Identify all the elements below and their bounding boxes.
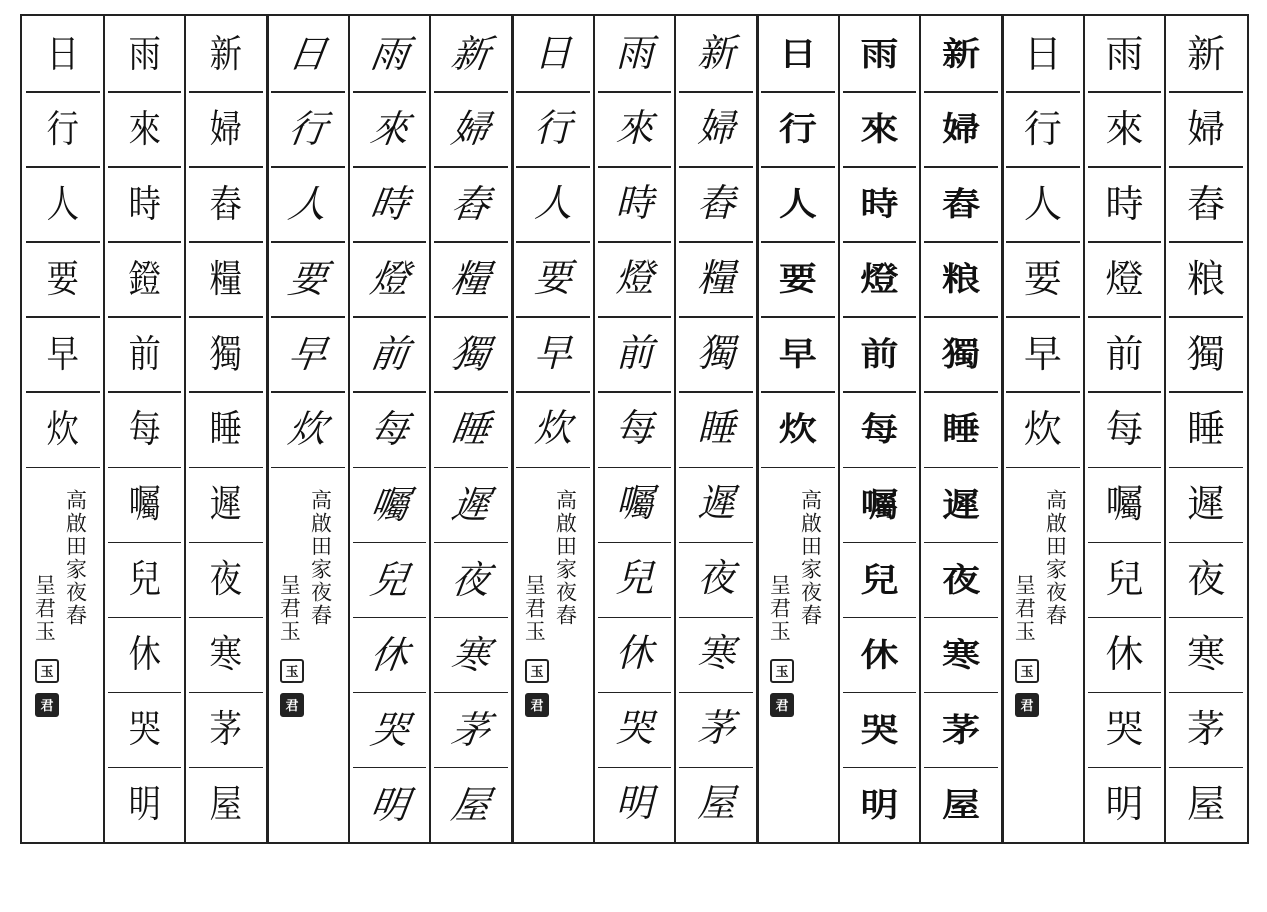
- row-rule: [924, 91, 998, 93]
- character-cell: 夜: [1187, 557, 1226, 602]
- character-cell: 明: [615, 783, 654, 826]
- character-cell: 囑: [128, 482, 161, 527]
- character-cell: 兒: [860, 560, 899, 598]
- row-rule: [761, 91, 835, 93]
- character-cell: 炊: [285, 406, 330, 451]
- character-cell: 寒: [1187, 632, 1226, 677]
- row-rule: [761, 391, 835, 393]
- inscription-text: 高啟田家夜舂: [1043, 488, 1068, 627]
- character-cell: 婦: [697, 107, 736, 150]
- character-cell: 早: [1023, 331, 1062, 376]
- character-cell: 哭: [860, 710, 899, 749]
- character-cell: 睡: [697, 407, 736, 450]
- character-cell: 來: [367, 106, 412, 151]
- character-cell: 明: [1105, 782, 1144, 827]
- character-cell: 早: [285, 331, 330, 376]
- character-cell: 睡: [209, 406, 243, 451]
- character-cell: 屋: [1187, 782, 1226, 827]
- character-cell: 人: [46, 181, 79, 226]
- character-cell: 日: [285, 31, 330, 76]
- character-cell: 獨: [942, 335, 981, 373]
- seal-stamp: 君: [770, 693, 794, 717]
- character-cell: 寒: [449, 632, 494, 677]
- row-rule: [924, 467, 998, 469]
- seal-stamp: 玉: [1015, 659, 1039, 683]
- character-cell: 早: [778, 335, 817, 373]
- character-cell: 遲: [1187, 482, 1226, 527]
- column-divider: [674, 16, 676, 842]
- calligraphy-sheet: [20, 14, 1249, 844]
- character-cell: 糧: [449, 256, 494, 301]
- character-cell: 遲: [449, 482, 494, 527]
- character-cell: 人: [1023, 181, 1062, 226]
- character-cell: 哭: [615, 708, 654, 751]
- column-divider: [184, 16, 186, 842]
- row-rule: [843, 91, 917, 93]
- row-rule: [1006, 467, 1080, 469]
- character-cell: 前: [367, 331, 412, 376]
- character-cell: 日: [533, 32, 572, 75]
- character-cell: 茅: [1187, 707, 1226, 752]
- seal-stamp: 君: [35, 693, 59, 717]
- character-cell: 人: [778, 185, 817, 223]
- row-rule: [26, 467, 100, 469]
- character-cell: 囑: [860, 485, 899, 523]
- character-cell: 哭: [128, 707, 161, 752]
- row-rule: [924, 391, 998, 393]
- character-cell: 行: [1023, 106, 1062, 151]
- character-cell: 婦: [942, 109, 981, 148]
- character-cell: 每: [860, 410, 899, 448]
- character-cell: 獨: [449, 331, 494, 376]
- character-cell: 休: [1105, 632, 1144, 677]
- character-cell: 新: [209, 31, 243, 76]
- character-cell: 明: [128, 782, 161, 827]
- row-rule: [843, 391, 917, 393]
- character-cell: 獨: [209, 331, 243, 376]
- character-cell: 要: [1023, 256, 1062, 301]
- character-cell: 舂: [209, 181, 243, 226]
- character-cell: 婦: [1187, 106, 1226, 151]
- row-rule: [516, 467, 590, 469]
- character-cell: 鐙: [128, 256, 161, 301]
- character-cell: 每: [128, 406, 161, 451]
- signature-text: 呈君玉: [1012, 573, 1037, 643]
- column-divider: [593, 16, 595, 842]
- character-cell: 茅: [209, 707, 243, 752]
- character-cell: 日: [46, 31, 79, 76]
- character-cell: 時: [1105, 181, 1144, 226]
- row-rule: [843, 166, 917, 168]
- character-cell: 遲: [697, 483, 736, 526]
- character-cell: 婦: [209, 106, 243, 151]
- character-cell: 兒: [367, 557, 412, 602]
- character-cell: 兒: [128, 557, 161, 602]
- character-cell: 寒: [209, 632, 243, 677]
- character-cell: 要: [46, 256, 79, 301]
- character-cell: 早: [533, 332, 572, 375]
- character-cell: 夜: [697, 558, 736, 601]
- character-cell: 炊: [533, 407, 572, 450]
- row-rule: [271, 467, 345, 469]
- seal-stamp: 君: [525, 693, 549, 717]
- character-cell: 時: [367, 181, 412, 226]
- signature-text: 呈君玉: [522, 573, 547, 643]
- row-rule: [843, 767, 917, 769]
- character-cell: 燈: [860, 260, 899, 298]
- character-cell: 雨: [1105, 31, 1144, 76]
- character-cell: 婦: [449, 106, 494, 151]
- character-cell: 炊: [778, 410, 817, 448]
- row-rule: [761, 316, 835, 318]
- character-cell: 明: [367, 782, 412, 827]
- character-cell: 茅: [942, 710, 981, 749]
- character-cell: 囑: [1105, 482, 1144, 527]
- character-cell: 雨: [615, 32, 654, 75]
- character-cell: 炊: [46, 406, 79, 451]
- character-cell: 茅: [697, 708, 736, 751]
- character-cell: 休: [128, 632, 161, 677]
- character-cell: 屋: [942, 785, 981, 824]
- character-cell: 時: [860, 185, 899, 223]
- seal-stamp: 玉: [525, 659, 549, 683]
- row-rule: [924, 166, 998, 168]
- character-cell: 遲: [209, 482, 243, 527]
- character-cell: 行: [778, 109, 817, 148]
- row-rule: [843, 467, 917, 469]
- calligraphy-panel: [267, 16, 512, 842]
- character-cell: 來: [128, 106, 161, 151]
- signature-text: 呈君玉: [767, 573, 792, 643]
- character-cell: 行: [46, 106, 79, 151]
- column-divider: [103, 16, 105, 842]
- character-cell: 夜: [449, 557, 494, 602]
- character-cell: 要: [778, 260, 817, 298]
- inscription-text: 高啟田家夜舂: [63, 488, 88, 627]
- character-cell: 燈: [615, 257, 654, 300]
- column-divider: [1083, 16, 1085, 842]
- character-cell: 遲: [942, 485, 981, 523]
- character-cell: 炊: [1023, 406, 1062, 451]
- seal-stamp: 玉: [280, 659, 304, 683]
- character-cell: 每: [1105, 406, 1144, 451]
- character-cell: 前: [615, 332, 654, 375]
- row-rule: [924, 692, 998, 694]
- character-cell: 休: [367, 632, 412, 677]
- signature-text: 呈君玉: [277, 573, 302, 643]
- panel-divider: [511, 16, 514, 842]
- character-cell: 屋: [209, 782, 243, 827]
- character-cell: 獨: [1187, 331, 1226, 376]
- row-rule: [924, 617, 998, 619]
- character-cell: 糧: [209, 256, 243, 301]
- character-cell: 前: [1105, 331, 1144, 376]
- character-cell: 睡: [1187, 406, 1226, 451]
- character-cell: 夜: [209, 557, 243, 602]
- character-cell: 粮: [942, 260, 981, 298]
- character-cell: 前: [860, 335, 899, 373]
- row-rule: [843, 692, 917, 694]
- character-cell: 人: [285, 181, 330, 226]
- panel-divider: [266, 16, 269, 842]
- character-cell: 每: [367, 406, 412, 451]
- character-cell: 前: [128, 331, 161, 376]
- character-cell: 雨: [128, 31, 161, 76]
- character-cell: 燈: [367, 256, 412, 301]
- character-cell: 獨: [697, 332, 736, 375]
- calligraphy-panel: [22, 16, 267, 842]
- character-cell: 新: [697, 32, 736, 75]
- signature-text: 呈君玉: [32, 573, 57, 643]
- row-rule: [843, 542, 917, 544]
- character-cell: 要: [285, 256, 330, 301]
- row-rule: [924, 316, 998, 318]
- character-cell: 新: [1187, 31, 1226, 76]
- seal-stamp: 玉: [770, 659, 794, 683]
- character-cell: 行: [285, 106, 330, 151]
- row-rule: [924, 767, 998, 769]
- character-cell: 行: [533, 107, 572, 150]
- character-cell: 時: [128, 181, 161, 226]
- seal-stamp: 君: [1015, 693, 1039, 717]
- character-cell: 舂: [449, 181, 494, 226]
- character-cell: 粮: [1187, 256, 1226, 301]
- inscription-text: 高啟田家夜舂: [798, 488, 823, 627]
- character-cell: 人: [533, 182, 572, 225]
- row-rule: [924, 542, 998, 544]
- character-cell: 燈: [1105, 256, 1144, 301]
- character-cell: 囑: [367, 482, 412, 527]
- character-cell: 來: [860, 109, 899, 148]
- column-divider: [838, 16, 840, 842]
- character-cell: 舂: [1187, 181, 1226, 226]
- character-cell: 雨: [860, 34, 899, 73]
- character-cell: 夜: [942, 560, 981, 598]
- column-divider: [1164, 16, 1166, 842]
- character-cell: 兒: [615, 558, 654, 601]
- seal-stamp: 玉: [35, 659, 59, 683]
- calligraphy-panel: [512, 16, 757, 842]
- panel-divider: [1001, 16, 1004, 842]
- row-rule: [761, 467, 835, 469]
- character-cell: 休: [860, 635, 899, 673]
- character-cell: 新: [449, 31, 494, 76]
- character-cell: 睡: [942, 410, 981, 448]
- character-cell: 日: [778, 34, 817, 73]
- character-cell: 茅: [449, 707, 494, 752]
- character-cell: 囑: [615, 483, 654, 526]
- character-cell: 新: [942, 34, 981, 73]
- character-cell: 屋: [449, 782, 494, 827]
- character-cell: 舂: [697, 182, 736, 225]
- character-cell: 雨: [367, 31, 412, 76]
- character-cell: 來: [1105, 106, 1144, 151]
- column-divider: [919, 16, 921, 842]
- character-cell: 兒: [1105, 557, 1144, 602]
- row-rule: [924, 241, 998, 243]
- row-rule: [761, 241, 835, 243]
- character-cell: 要: [533, 257, 572, 300]
- character-cell: 每: [615, 407, 654, 450]
- character-cell: 明: [860, 785, 899, 824]
- panel-divider: [756, 16, 759, 842]
- character-cell: 日: [1023, 31, 1062, 76]
- seal-stamp: 君: [280, 693, 304, 717]
- character-cell: 哭: [367, 707, 412, 752]
- calligraphy-panel: [757, 16, 1002, 842]
- character-cell: 屋: [697, 783, 736, 826]
- row-rule: [843, 241, 917, 243]
- character-cell: 舂: [942, 185, 981, 223]
- character-cell: 糧: [697, 257, 736, 300]
- character-cell: 時: [615, 182, 654, 225]
- character-cell: 來: [615, 107, 654, 150]
- character-cell: 寒: [942, 635, 981, 673]
- row-rule: [843, 617, 917, 619]
- row-rule: [843, 316, 917, 318]
- inscription-text: 高啟田家夜舂: [308, 488, 333, 627]
- row-rule: [761, 166, 835, 168]
- character-cell: 休: [615, 633, 654, 676]
- inscription-text: 高啟田家夜舂: [553, 488, 578, 627]
- character-cell: 早: [46, 331, 79, 376]
- character-cell: 哭: [1105, 707, 1144, 752]
- calligraphy-panel: [1002, 16, 1247, 842]
- character-cell: 睡: [449, 406, 494, 451]
- character-cell: 寒: [697, 633, 736, 676]
